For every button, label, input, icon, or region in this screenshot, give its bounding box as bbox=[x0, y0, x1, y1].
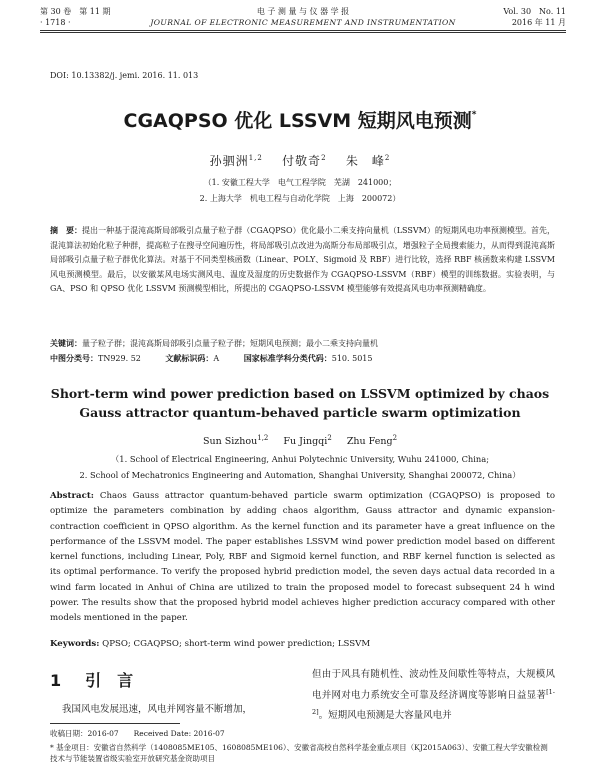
affiliation-cn-2: 2. 上海大学 机电工程与自动化学院 上海 200072） bbox=[199, 194, 401, 203]
doi: DOI: 10.13382/j. jemi. 2016. 11. 013 bbox=[50, 71, 199, 80]
running-header bbox=[40, 6, 566, 46]
clc-number: 中图分类号：TN929. 52 bbox=[50, 354, 141, 363]
section-heading bbox=[50, 668, 149, 691]
header-issue-date: Vol. 30 No. 11 2016 年 11 月 bbox=[503, 7, 566, 27]
author-cn: 付敬奇$^2$ bbox=[282, 154, 327, 168]
authors-en bbox=[0, 434, 600, 447]
author-en: Sun Sizhou$^{1,2}$ bbox=[202, 434, 269, 448]
classification-codes bbox=[50, 352, 555, 365]
keywords-cn-label: 关键词： bbox=[50, 339, 82, 348]
author-cn: 朱 峰$^2$ bbox=[345, 154, 391, 168]
citation: [1-2] bbox=[312, 687, 555, 717]
section-number: 1 bbox=[50, 671, 62, 690]
document-code: 文献标识码：A bbox=[165, 354, 220, 363]
footnote-received-date: 收稿日期：2016-07 Received Date: 2016-07 bbox=[50, 729, 225, 738]
footnote-funding: * 基金项目：安徽省自然科学（1408085ME105、1608085ME106）、安徽省高校自然科学基金重点项目（KJ2015A063）、安徽工程大学安徽检测技术与节能装置省级实验室开放研究基金资助项目 bbox=[50, 743, 548, 763]
author-cn: 孙驷洲$^{1,2}$ bbox=[209, 154, 263, 168]
title-footnote-mark: * bbox=[471, 110, 477, 120]
header-rule bbox=[40, 30, 566, 31]
header-volume-info: 第 30 卷 第 11 期 · 1718 · bbox=[40, 7, 111, 27]
paper-title-cn: CGAQPSO 优化 LSSVM 短期风电预测* bbox=[123, 110, 477, 132]
body-text-left: 我国风电发展迅速，风电并网容量不断增加， bbox=[62, 704, 253, 715]
footnote-rule bbox=[50, 723, 180, 724]
paper-title-en: Short-term wind power prediction based on LSSVM optimized by chaos Gauss attractor quantum-behaved particle swarm optimization bbox=[50, 386, 550, 420]
section-title: 引言 bbox=[85, 671, 150, 690]
abstract-cn bbox=[50, 224, 555, 297]
authors-cn bbox=[0, 152, 600, 169]
abstract-en-text: Chaos Gauss attractor quantum-behaved particle swarm optimization (CGAQPSO) is proposed to optimize the parameters combination by adding chaos algorithm, Gauss attractor and dynamic expansion-contraction coefficient in QPSO algorithm. As the kernel function and its parameter have a great influence on the performance of the LSSVM model. The paper establishes LSSVM wind power prediction model based on different kernel functions, including Linear, Poly, RBF and Sigmoid kernel function, and RBF kernel function is selected as its optimal performance. To verify the proposed hybrid prediction model, the seven days actual data recorded in a wind farm located in Anhui of China are utilized to train the proposed model to forecast subsequent 24 h wind power. The results show that the proposed hybrid model achieves higher prediction accuracy compared with other models mentioned in the paper. bbox=[50, 491, 555, 624]
header-journal-name: 电 子 测 量 与 仪 器 学 报 JOURNAL OF ELECTRONIC MEASUREMENT AND INSTRUMENTATION bbox=[150, 7, 456, 27]
keywords-en-label: Keywords: bbox=[50, 639, 100, 649]
abstract-en bbox=[50, 489, 555, 627]
keywords-en-text: QPSO; CGAQPSO; short-term wind power prediction; LSSVM bbox=[102, 639, 371, 649]
author-en: Zhu Feng$^2$ bbox=[346, 434, 398, 448]
abstract-en-label: Abstract: bbox=[50, 491, 94, 501]
keywords-cn-text: 量子粒子群；混沌高斯局部吸引点量子粒子群；短期风电预测；最小二乘支持向量机 bbox=[82, 339, 378, 348]
affiliation-cn-1: （1. 安徽工程大学 电气工程学院 芜湖 241000； bbox=[203, 178, 397, 187]
keywords-cn bbox=[50, 337, 555, 350]
affiliation-en-1: （1. School of Electrical Engineering, Anhui Polytechnic University, Wuhu 241000, China; bbox=[111, 454, 489, 464]
subject-code: 国家标准学科分类代码：510. 5015 bbox=[243, 354, 373, 363]
abstract-cn-text: 提出一种基于混沌高斯局部吸引点量子粒子群（CGAQPSO）优化最小二乘支持向量机（LSSVM）的短期风电功率预测模型。首先，混沌算法初始化粒子种群，提高粒子在搜寻空间遍历性，将局部吸引点改进为高斯分布局部吸引点，增强粒子全局搜索能力，从而得到混沌高斯局部吸引点量子粒子群优化算法。对基于不同类型核函数（Linear、POLY、Sigmoid 及 RBF）进行比较，选择 RBF 核函数来构建 LSSVM 风电预测模型。最后，以安徽某风电场实测风电、温度及湿度的历史数据作为 CGAQPSO-LSSVM（RBF）模型的训练数据。实验表明，与 GA、PSO 和 QPSO 优化 LSSVM 预测模型相比，所提出的 CGAQPSO-LSSVM 模型能够有效提高风电功率预测精确度。 bbox=[50, 226, 555, 293]
header-rule-thin bbox=[40, 32, 566, 33]
affiliation-en-2: 2. School of Mechatronics Engineering and Automation, Shanghai University, Shanghai 200072, China） bbox=[79, 470, 521, 480]
keywords-en bbox=[50, 637, 555, 651]
author-en: Fu Jingqi$^2$ bbox=[283, 434, 332, 448]
abstract-cn-label: 摘 要： bbox=[50, 226, 83, 235]
body-text-right: 但由于风具有随机性、波动性及间歇性等特点，大规模风电并网对电力系统安全可靠及经济调度等影响日益显著[1-2]。短期风电预测是大容量风电并 bbox=[312, 669, 555, 722]
